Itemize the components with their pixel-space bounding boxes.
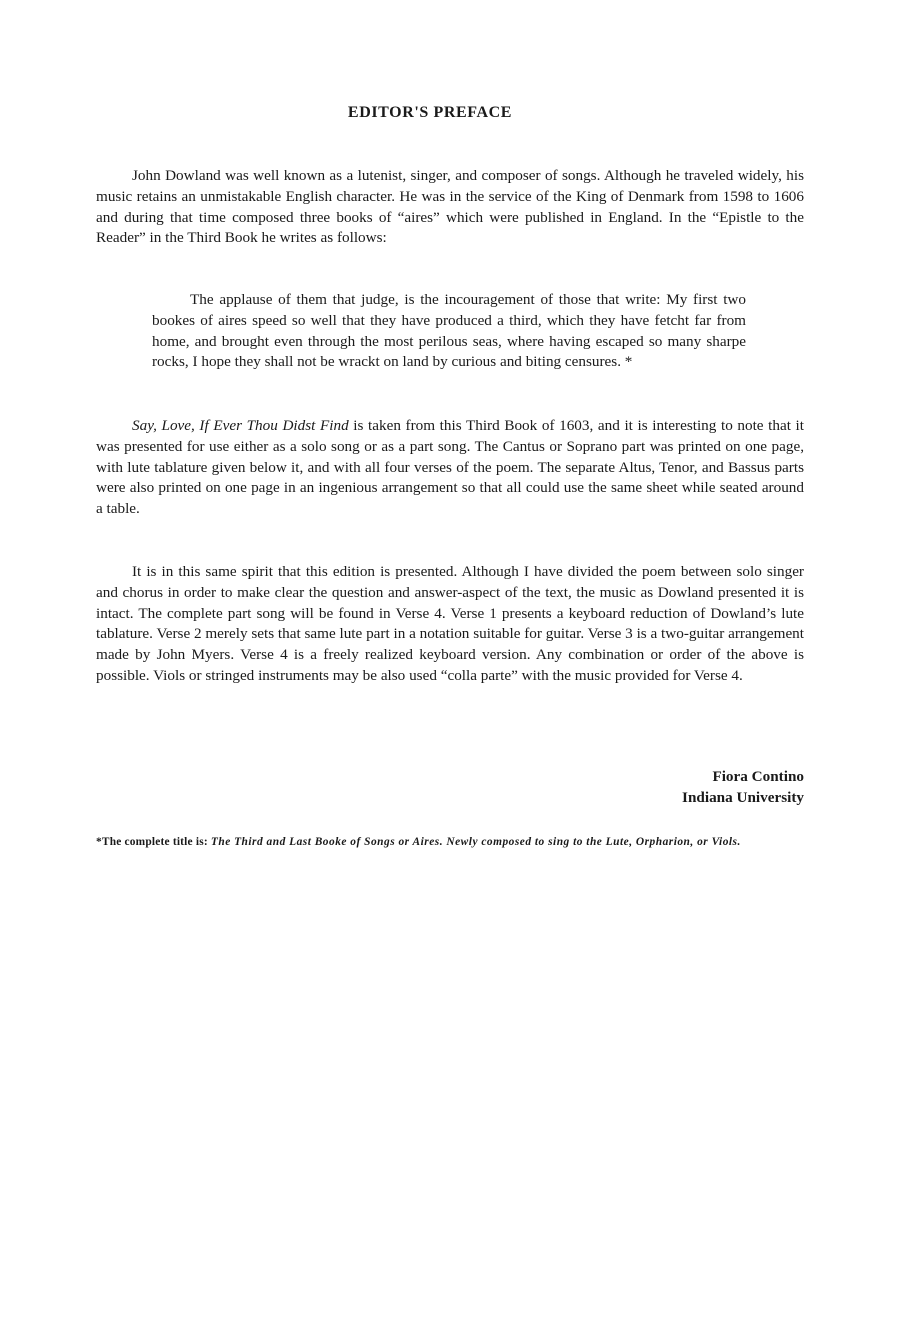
paragraph-history (96, 416, 804, 520)
paragraph-intro: John Dowland was well known as a lutenist, singer, and composer of songs. Although he traveled widely, his music retains an unmistakable English character. He was in the service of the King of Denmark from 1598 to 1606 and during that time composed three books of “aires” which were published in England. In the “Epistle to the Reader” in the Third Book he writes as follows: (96, 167, 804, 247)
footnote (96, 832, 804, 853)
work-title: Say, Love, If Ever Thou Didst Find (132, 417, 349, 434)
signature-block (682, 767, 804, 809)
footnote-title: The Third and Last Booke of Songs or Aires. Newly composed to sing to the Lute, Orpharion, or Viols. (210, 836, 741, 848)
author-affiliation: Indiana University (682, 788, 804, 806)
paragraph-history-text: is taken from this Third Book of 1603, and it is interesting to note that it was presented for use either as a solo song or as a part song. The Cantus or Soprano part was printed on one page, with lute tablature given below it, and with all four verses of the poem. The separate Altus, Tenor, and Bassus parts were also printed on one page in an ingenious arrangement so that all could use the same sheet while seated around a table. (96, 417, 804, 518)
footnote-label: *The complete title is: (96, 836, 208, 848)
block-quote: The applause of them that judge, is the incouragement of those that write: My first two bookes of aires speed so well that they have produced a third, which they have fetcht far from home, and brought even through the most perilous seas, where having escaped so many sharpe rocks, I hope they shall not be wrackt on land by curious and biting censures. * (152, 291, 746, 371)
paragraph-edition: It is in this same spirit that this edition is presented. Although I have divided the poem between solo singer and chorus in order to make clear the question and answer-aspect of the text, the music as Dowland presented it is intact. The complete part song will be found in Verse 4. Verse 1 presents a keyboard reduction of Dowland’s lute tablature. Verse 2 merely sets that same lute part in a notation suitable for guitar. Verse 3 is a two-guitar arrangement made by John Myers. Verse 4 is a freely realized keyboard version. Any combination or order of the above is possible. Viols or stringed instruments may be also used “colla parte” with the music provided for Verse 4. (96, 563, 804, 684)
author-name: Fiora Contino (712, 768, 804, 785)
page-title: EDITOR'S PREFACE (347, 104, 513, 121)
